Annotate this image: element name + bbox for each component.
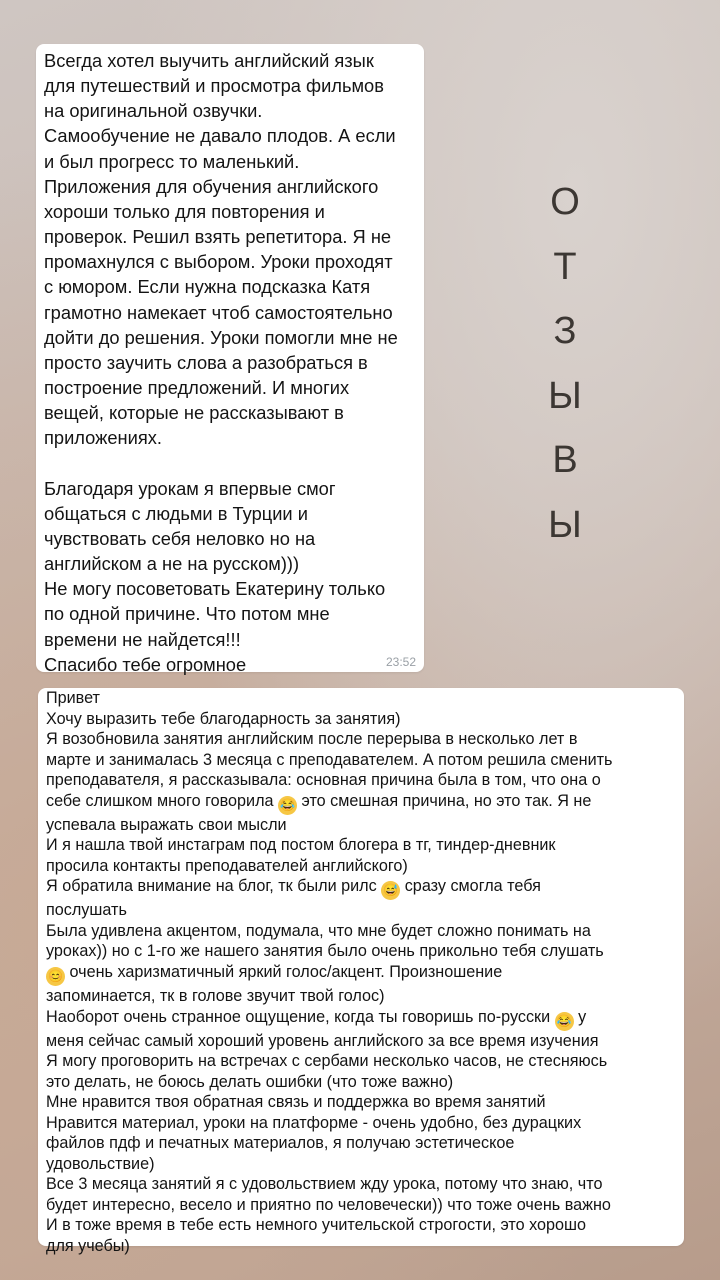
message-line: уроках)) но с 1-го же нашего занятия было очень прикольно тебя слушать xyxy=(46,942,604,961)
message-line: сразу смогла тебя xyxy=(400,877,541,896)
message-line: Все 3 месяца занятий я с удовольствием жду урока, потому что знаю, что xyxy=(46,1175,603,1194)
message-text xyxy=(46,688,676,1257)
message-line: у xyxy=(573,1007,587,1026)
message-line: И я нашла твой инстаграм под постом блогера в тг, тиндер-дневник xyxy=(46,836,556,855)
message-line: Наоборот очень странное ощущение, когда ты говоришь по-русски xyxy=(46,1007,555,1026)
message-line: Привет xyxy=(46,689,100,707)
message-line: успевала выражать свои мысли xyxy=(46,815,287,834)
message-line: Нравится материал, уроки на платформе - очень удобно, без дурацких xyxy=(46,1113,582,1132)
title-letter: В xyxy=(552,439,578,481)
message-line: И в тоже время в тебе есть немного учительской строгости, это хорошо xyxy=(46,1216,587,1235)
message-line: запоминается, тк в голове звучит твой голос) xyxy=(46,987,385,1006)
vertical-title-otzyvy xyxy=(532,170,598,557)
review-message-1[interactable] xyxy=(36,44,424,675)
message-line: будет интересно, весело и приятно по человечески)) что тоже очень важно xyxy=(46,1195,611,1214)
message-line: Хочу выразить тебе благодарность за занятия) xyxy=(46,709,401,728)
message-line: Мне нравится твоя обратная связь и поддержка во время занятий xyxy=(46,1093,546,1112)
title-letter: Ы xyxy=(548,374,582,417)
title-letter: Т xyxy=(553,245,577,288)
message-line: очень харизматичный яркий голос/акцент. Произношение xyxy=(65,963,503,982)
message-line: это смешная причина, но это так. Я не xyxy=(297,791,592,810)
message-line: преподавателя, я рассказывала: основная причина была в том, что она о xyxy=(46,771,601,790)
message-timestamp: 23:52 xyxy=(385,655,416,669)
title-letter: Ы xyxy=(548,503,582,546)
message-line: удовольствие) xyxy=(46,1154,155,1173)
message-line: Я возобновила занятия английским после перерыва в несколько лет в xyxy=(46,730,578,749)
message-line: Была удивлена акцентом, подумала, что мне будет сложно понимать на xyxy=(46,921,591,940)
message-line: просила контакты преподавателей английского) xyxy=(46,856,408,875)
message-line: это делать, не боюсь делать ошибки (что тоже важно) xyxy=(46,1072,454,1091)
message-line: для учебы) xyxy=(46,1237,130,1256)
smiling-emoji-icon: 😊 xyxy=(46,967,65,986)
message-line: файлов пдф и печатных материалов, я получаю эстетическое xyxy=(46,1134,515,1153)
tears-of-joy-emoji-icon: 😂 xyxy=(278,796,297,815)
message-line: Я могу проговорить на встречах с сербами несколько часов, не стесняюсь xyxy=(46,1052,608,1071)
message-text: Всегда хотел выучить английский язык для путешествий и просмотра фильмов на оригинальной озвучки. Самообучение не давало плодов. А если и был прогресс то маленький. Приложения для обучения английского хороши только для повторения и проверок. Решил взять репетитора. Я не промахнулся с выбором. Уроки проходят с юмором. Если нужна подсказка Катя грамотно намекает чтоб самостоятельно дойти до решения. Уроки помогли мне не просто заучить слова а разобраться в построение предложений. И многих вещей, которые не рассказывают в приложениях. Благодаря урокам я впервые смог общаться с людьми в Турции и чувствовать себя неловко но на английском а не на русском))) Не могу посоветовать Екатерину только по одной причине. Что потом мне времени не найдется!!! Спасибо тебе огромное xyxy=(44,50,398,675)
message-line: меня сейчас самый хороший уровень английского за все время изучения xyxy=(46,1031,599,1050)
message-line: послушать xyxy=(46,901,127,920)
tears-of-joy-emoji-icon: 😂 xyxy=(555,1012,574,1031)
title-letter: О xyxy=(550,181,580,223)
message-line: Я обратила внимание на блог, тк были рилс xyxy=(46,877,382,896)
grinning-sweat-emoji-icon: 😅 xyxy=(381,881,400,900)
title-letter: З xyxy=(553,310,577,352)
message-line: марте и занималась 3 месяца с преподавателем. А потом решила сменить xyxy=(46,750,613,769)
message-line: себе слишком много говорила xyxy=(46,791,279,810)
review-message-2[interactable] xyxy=(38,688,684,1256)
